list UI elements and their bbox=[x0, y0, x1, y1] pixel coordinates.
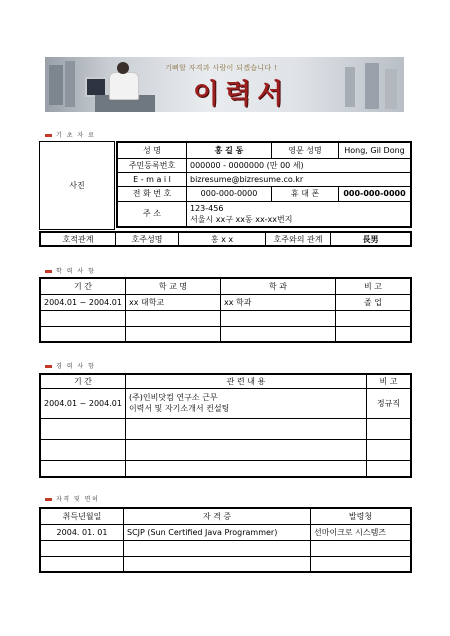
education-table bbox=[39, 277, 412, 343]
name-label: 성 명 bbox=[117, 142, 187, 158]
edu-cell bbox=[40, 310, 125, 326]
license-header-issuer: 발령청 bbox=[311, 508, 412, 524]
career-period: 2004.01 ~ 2004.01 bbox=[40, 388, 125, 418]
header-banner bbox=[45, 57, 404, 112]
page-title: 이력서 bbox=[193, 79, 290, 110]
mobile-value: 000-000-0000 bbox=[339, 186, 412, 201]
banner-slogan: 기뻐할 자격과 사람이 되겠습니다 ! bbox=[165, 64, 278, 72]
edu-cell bbox=[220, 326, 335, 342]
edu-cell bbox=[125, 326, 220, 342]
edu-header-note: 비 고 bbox=[335, 278, 411, 294]
name-value: 홍 길 동 bbox=[187, 142, 272, 158]
career-content bbox=[125, 388, 366, 418]
career-header-note: 비 고 bbox=[366, 374, 411, 388]
head-name-value: 홍 x x bbox=[179, 232, 266, 246]
postal-code: 123-456 bbox=[190, 203, 224, 213]
rrn-label: 주민등록번호 bbox=[117, 158, 187, 172]
eng-name-label: 영문 성명 bbox=[272, 142, 339, 158]
section-license-heading: 자격 및 면허 bbox=[45, 494, 99, 503]
address-label: 주 소 bbox=[117, 201, 187, 227]
photo-box: 사진 bbox=[39, 141, 115, 230]
table-row bbox=[40, 540, 411, 556]
table-row bbox=[40, 439, 411, 460]
table-row bbox=[40, 524, 411, 540]
mobile-label: 휴 대 폰 bbox=[272, 186, 339, 201]
edu-cell bbox=[220, 310, 335, 326]
license-cell: 2004. 01. 01 bbox=[40, 524, 124, 540]
edu-header-school: 학 교 명 bbox=[125, 278, 220, 294]
email-value: bizresume@bizresume.co.kr bbox=[187, 172, 412, 186]
license-header-name: 자 격 증 bbox=[124, 508, 311, 524]
table-row bbox=[40, 326, 411, 342]
edu-header-major: 학 과 bbox=[220, 278, 335, 294]
license-cell bbox=[124, 540, 311, 556]
address-line: 서울시 xx구 xx동 xx-xx번지 bbox=[190, 214, 293, 224]
edu-cell bbox=[125, 310, 220, 326]
table-row bbox=[40, 556, 411, 572]
edu-cell bbox=[335, 310, 411, 326]
table-row bbox=[40, 460, 411, 477]
table-row bbox=[40, 294, 411, 310]
career-header-content: 관 련 내 용 bbox=[125, 374, 366, 388]
edu-cell: xx 학과 bbox=[220, 294, 335, 310]
edu-cell: 2004.01 ~ 2004.01 bbox=[40, 294, 125, 310]
section-education-heading: 학 력 사 항 bbox=[45, 266, 95, 275]
license-cell bbox=[311, 540, 412, 556]
career-line: (주)인비닷컴 연구소 근무 bbox=[128, 393, 218, 402]
family-table bbox=[39, 231, 412, 247]
license-cell bbox=[40, 540, 124, 556]
license-cell: 선마이크로 시스템즈 bbox=[311, 524, 412, 540]
license-cell bbox=[40, 556, 124, 572]
section-basic-heading: 기 초 자 료 bbox=[45, 130, 95, 139]
edu-cell bbox=[40, 326, 125, 342]
email-label: E - m a i l bbox=[117, 172, 187, 186]
relation-label: 호주와의 관계 bbox=[266, 232, 331, 246]
edu-cell: 졸 업 bbox=[335, 294, 411, 310]
phone-label: 전 화 번 호 bbox=[117, 186, 187, 201]
head-name-label: 호주성명 bbox=[116, 232, 179, 246]
relation-value: 長男 bbox=[331, 232, 412, 246]
license-cell bbox=[311, 556, 412, 572]
career-line: 이력서 및 자기소개서 컨설팅 bbox=[128, 404, 230, 413]
rrn-value: 000000 - 0000000 (만 00 세) bbox=[187, 158, 412, 172]
section-career-heading: 경 력 사 항 bbox=[45, 361, 95, 370]
career-note: 정규직 bbox=[366, 388, 411, 418]
edu-cell bbox=[335, 326, 411, 342]
career-table bbox=[39, 373, 412, 478]
license-header-date: 취득년월일 bbox=[40, 508, 124, 524]
license-table bbox=[39, 507, 412, 573]
basic-info-table bbox=[116, 141, 412, 228]
license-cell bbox=[124, 556, 311, 572]
table-row bbox=[40, 418, 411, 439]
phone-value: 000-000-0000 bbox=[187, 186, 272, 201]
license-cell: SCJP (Sun Certified Java Programmer) bbox=[124, 524, 311, 540]
career-header-period: 기 간 bbox=[40, 374, 125, 388]
edu-header-period: 기 간 bbox=[40, 278, 125, 294]
edu-cell: xx 대학교 bbox=[125, 294, 220, 310]
table-row bbox=[40, 388, 411, 418]
table-row bbox=[40, 310, 411, 326]
address-value bbox=[187, 201, 412, 227]
family-label: 호적관계 bbox=[40, 232, 116, 246]
eng-name-value: Hong, Gil Dong bbox=[339, 142, 412, 158]
